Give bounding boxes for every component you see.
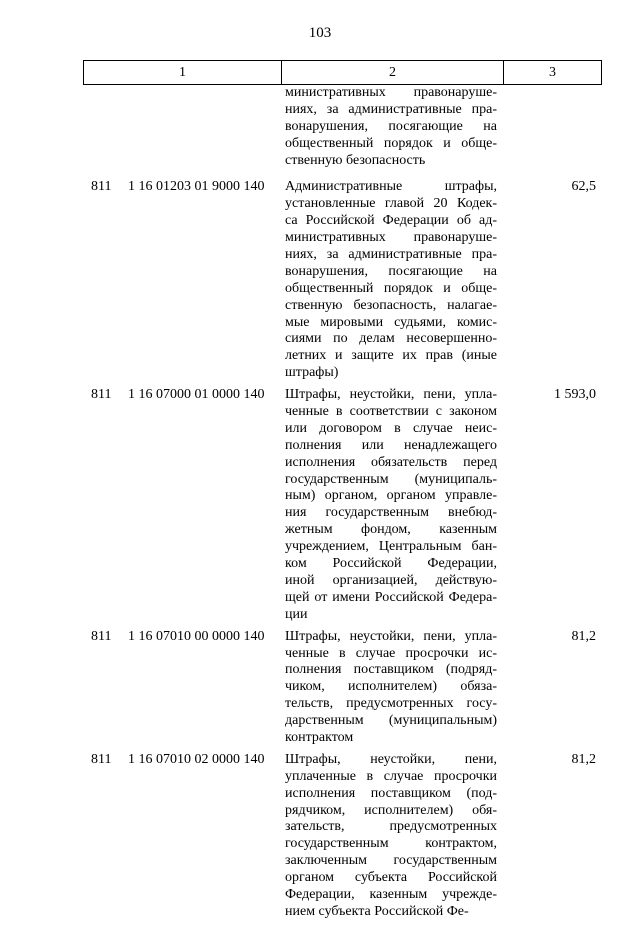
description-line: сиями по делам несовершенно- — [285, 331, 497, 347]
admin-code: 811 — [91, 387, 112, 403]
description-line: министративных правонаруше- — [285, 85, 497, 100]
description-line: летних и защите их прав (иные — [285, 348, 497, 364]
description-line: дарственным (муниципальным) — [285, 713, 497, 729]
code-cell — [83, 85, 281, 169]
description-cell — [281, 629, 503, 747]
description-line: штрафы) — [285, 365, 339, 381]
description-line: общественный порядок и обще- — [285, 135, 497, 151]
admin-code: 811 — [91, 628, 112, 644]
description-line: ком Российской Федерации, — [285, 556, 497, 572]
description-line: нием субъекта Российской Фе- — [285, 903, 469, 919]
amount-cell — [503, 85, 600, 169]
description-line: щей от имени Российской Федера- — [285, 589, 497, 605]
description-line: или договором в случае неис- — [285, 420, 497, 436]
description-line: вонарушения, посягающие на — [285, 263, 497, 279]
description-line: ственную безопасность, налагае- — [285, 297, 497, 313]
description-line: контрактом — [285, 729, 354, 745]
amount-cell: 1 593,0 — [554, 387, 596, 403]
code-cell — [83, 387, 281, 623]
description-line: Федерации, казенным учрежде- — [285, 886, 497, 902]
description-line: общественный порядок и обще- — [285, 280, 497, 296]
description-line: Штрафы, неустойки, пени, — [285, 751, 497, 767]
code-cell — [83, 629, 281, 747]
description-line: государственным (муниципаль- — [285, 471, 497, 487]
description-line: установленные главой 20 Кодек- — [285, 196, 497, 212]
admin-code: 811 — [91, 179, 112, 195]
description-line: чиком, исполнителем) обяза- — [285, 679, 497, 695]
budget-code: 1 16 01203 01 9000 140 — [128, 179, 265, 195]
description-line: учреждением, Центральным бан- — [285, 539, 497, 555]
description-line: Административные штрафы, — [285, 179, 497, 195]
description-line: ственную безопасность — [285, 152, 426, 168]
description-cell — [281, 85, 503, 169]
table-row — [83, 387, 602, 623]
description-line: рядчиком, исполнителем) обя- — [285, 802, 497, 818]
description-line: Штрафы, неустойки, пени, упла- — [285, 628, 497, 644]
table-header — [83, 60, 602, 85]
description-line: жетным фондом, казенным — [285, 522, 497, 538]
admin-code: 811 — [91, 751, 112, 767]
description-cell — [281, 179, 503, 382]
column-header-2: 2 — [282, 61, 504, 84]
continuation-row — [83, 85, 602, 169]
description-line: иной организацией, действую- — [285, 572, 497, 588]
description-line: Штрафы, неустойки, пени, упла- — [285, 387, 497, 403]
description-line: исполнения поставщиком (под- — [285, 785, 497, 801]
description-line: ния государственным внебюд- — [285, 505, 497, 521]
description-cell — [281, 752, 503, 921]
amount-cell: 62,5 — [571, 179, 596, 195]
budget-code: 1 16 07010 00 0000 140 — [128, 628, 265, 644]
description-line: ченные в соответствии с законом — [285, 404, 497, 420]
budget-code: 1 16 07010 02 0000 140 — [128, 751, 265, 767]
description-line: зательств, предусмотренных — [285, 819, 497, 835]
description-line: уплаченные в случае просрочки — [285, 768, 497, 784]
column-header-1: 1 — [84, 61, 282, 84]
description-line: полнения поставщиком (подряд- — [285, 662, 497, 678]
description-cell — [281, 387, 503, 623]
description-line: государственным контрактом, — [285, 836, 497, 852]
table-row — [83, 629, 602, 747]
description-line: са Российской Федерации об ад- — [285, 213, 497, 229]
description-line: органом субъекта Российской — [285, 870, 497, 886]
page-number: 103 — [308, 25, 332, 41]
table-body — [83, 85, 602, 926]
code-cell — [83, 752, 281, 921]
description-line: полнения или ненадлежащего — [285, 437, 497, 453]
description-line: ции — [285, 606, 308, 622]
amount-cell: 81,2 — [571, 751, 596, 767]
amount-cell: 81,2 — [571, 628, 596, 644]
description-line: вонарушения, посягающие на — [285, 118, 497, 134]
description-line: ниях, за административные пра- — [285, 247, 497, 263]
description-line: тельств, предусмотренных госу- — [285, 696, 497, 712]
column-header-3: 3 — [549, 64, 556, 80]
description-line: исполнения обязательств перед — [285, 454, 497, 470]
description-line: заключенным государственным — [285, 853, 497, 869]
description-line: мые мировыми судьями, комис- — [285, 314, 497, 330]
description-line: министративных правонаруше- — [285, 230, 497, 246]
table-row — [83, 752, 602, 921]
description-line: ченные в случае просрочки ис- — [285, 645, 497, 661]
table-row — [83, 179, 602, 382]
description-line: ным) органом, органом управле- — [285, 488, 497, 504]
description-line: ниях, за административные пра- — [285, 101, 497, 117]
code-cell — [83, 179, 281, 382]
budget-code: 1 16 07000 01 0000 140 — [128, 387, 265, 403]
